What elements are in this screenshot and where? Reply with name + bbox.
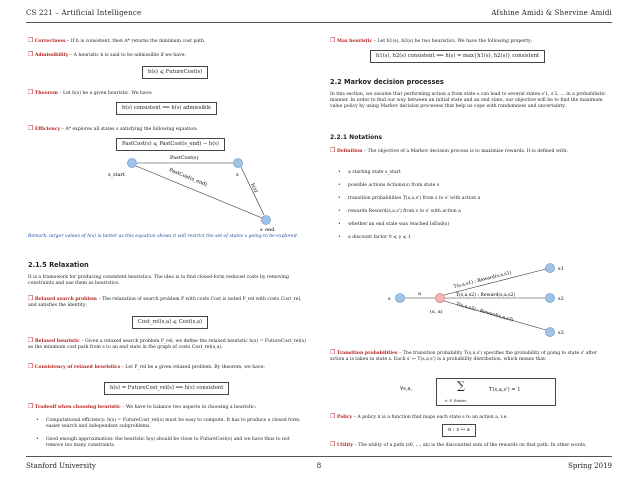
footer-term: Spring 2019 (568, 462, 612, 470)
tradeoff-text: – We have to balance two aspects in choosing a heuristic: (120, 405, 257, 410)
footer-rule (26, 456, 612, 457)
mdp-graph (380, 258, 610, 348)
header-course-title: CS 221 – Artificial Intelligence (26, 9, 142, 17)
consistency-formula: h(s) = FutureCost_rel(s) ⟹ h(s) consistent (104, 382, 229, 395)
list-item: • Computational efficiency: h(s) = FutureCost_rel(s) must be easy to compute. It has to produce a closed form, easier search and independent subproblems. (36, 418, 306, 430)
admissibility-paragraph (28, 52, 310, 59)
relaxed-heuristic-text: – Given a relaxed search problem P_rel, we define the relaxed heuristic h(s) = FutureCost_rel(s) as the minimum cost path from s to an end state in the graph of costs Cost_rel(s,a). (28, 339, 306, 351)
utility-term: Utility (336, 443, 354, 448)
edge-s1-label: T(s,a,s1) : Reward(s,a,s1) (453, 270, 513, 290)
list-item: • Good enough approximation: the heuristic h(s) should be close to FutureCost(s) and we have thus to not remove too many constraints. (36, 437, 306, 449)
definition-paragraph (330, 148, 612, 155)
theorem-paragraph (28, 90, 310, 97)
edge-s3-label: T(s,a,s3) : Reward(s,a,s3) (455, 302, 514, 324)
mdp-heading: 2.2 Markov decision processes (330, 78, 444, 86)
policy-paragraph (330, 414, 612, 421)
list-item: • possible actions Actions(s) from state s (338, 183, 608, 189)
sum-box (436, 378, 556, 406)
efficiency-paragraph (28, 126, 310, 133)
definition-term: Definition (336, 149, 363, 154)
correctness-paragraph (28, 38, 310, 45)
list-item: • whether an end state was reached IsEnd(s) (338, 222, 608, 228)
state-s3-node (546, 328, 555, 337)
relaxed-search-text: – The relaxation of search problem P with costs Cost is noted P_rel with costs Cost_rel, and satisfies the identity: (28, 297, 302, 309)
tradeoff-paragraph (28, 404, 310, 411)
notations-heading: 2.2.1 Notations (330, 134, 383, 141)
s3-label: s3 (558, 330, 564, 336)
edge-s1 (444, 269, 546, 295)
relaxed-search-paragraph (28, 296, 310, 309)
transition-term: Transition probabilities (336, 351, 398, 356)
theorem-formula: h(s) consistent ⟹ h(s) admissible (116, 102, 217, 115)
theorem-term: Theorem (34, 91, 58, 96)
definition-list (338, 170, 608, 249)
s2-label: s2 (558, 296, 564, 302)
chance-label: (s, a) (430, 309, 443, 315)
checkbox-icon: ❒ (28, 337, 34, 344)
astar-diagram (88, 154, 288, 232)
list-item: • a discount factor 0 ⩽ γ ⩽ 1 (338, 235, 608, 241)
header-authors: Afshine Amidi & Shervine Amidi (491, 9, 612, 17)
max-heuristic-formula: h1(s), h2(s) consistent ⟹ h(s) = max{h1(s), h2(s)} consistent (370, 50, 545, 63)
correctness-term: Correctness (34, 39, 66, 44)
max-heuristic-term: Max heuristic (336, 39, 373, 44)
admissibility-term: Admissibility (34, 53, 69, 58)
consistency-text: – Let P_rel be a given relaxed problem. By theorem, we have: (120, 365, 265, 370)
efficiency-formula: PastCost(s) ⩽ PastCost(s_end) − h(s) (116, 138, 225, 151)
checkbox-icon: ❒ (28, 89, 34, 96)
checkbox-icon: ❒ (330, 147, 336, 154)
start-node (128, 159, 137, 168)
pastcost-label: PastCost(s) (170, 155, 199, 161)
state-s-node (396, 294, 405, 303)
utility-text: – The utility of a path (s0, ..., sk) is the discounted sum of the rewards on that path. In other words, (353, 443, 587, 448)
checkbox-icon: ❒ (28, 125, 34, 132)
checkbox-icon: ❒ (28, 37, 34, 44)
transition-paragraph (330, 350, 612, 363)
footer-university: Stanford University (26, 462, 96, 470)
transition-text: – The transition probability T(s,a,s') specifies the probability of going to state s' after action a is taken in state s. Each s' ↦ T(s,a,s') is a probability distribution, which means that: (330, 351, 597, 363)
efficiency-term: Efficiency (34, 127, 61, 132)
checkbox-icon: ❒ (330, 441, 336, 448)
checkbox-icon: ❒ (330, 349, 336, 356)
max-heuristic-paragraph (330, 38, 612, 45)
checkbox-icon: ❒ (28, 51, 34, 58)
admissibility-text: – A heuristic h is said to be admissible if we have: (68, 53, 186, 58)
page-header (26, 9, 612, 17)
checkbox-icon: ❒ (28, 295, 34, 302)
max-heuristic-text: – Let h1(s), h2(s) be two heuristics. We have the following property: (372, 39, 533, 44)
pastcost-end-edge (136, 166, 262, 218)
end-label: s_end (260, 227, 275, 232)
s-node (234, 159, 243, 168)
end-node (262, 216, 271, 225)
efficiency-text: – A* explores all states s satisfying the following equation: (60, 127, 198, 132)
mdp-intro: In this section, we assume that performing action a from state s can lead to several states s'1, s'2, ... in a probabilistic manner. In order to find our way between an initial state and an end state, our objective will be to find the maximum value policy by using Markov decision processes that help us cope with randomness and uncertainty. (330, 92, 606, 110)
checkbox-icon: ❒ (330, 37, 336, 44)
tradeoff-term: Tradeoff when choosing heuristic (34, 405, 121, 410)
s1-label: s1 (558, 266, 564, 272)
page-number: 8 (316, 462, 322, 470)
policy-term: Policy (336, 415, 353, 420)
header-rule (26, 22, 612, 23)
action-label: a (418, 291, 421, 297)
utility-paragraph (330, 442, 612, 449)
forall-text: ∀s,a, (400, 386, 413, 392)
consistency-term: Consistency of relaxed heuristics (34, 365, 121, 370)
remark: Remark: larger values of h(s) is better as this equation shows it will restrict the set of states s going to be explored. (28, 234, 299, 239)
admissibility-formula: h(s) ⩽ FutureCost(s) (142, 66, 208, 79)
list-item: • rewards Reward(s,a,s') from s to s' with action a (338, 209, 608, 215)
pastcost-end-label: PastCost(s_end) (168, 167, 208, 189)
relaxed-search-formula: Cost_rel(s,a) ⩽ Cost(s,a) (132, 316, 208, 329)
edge-s2-label: T(s,a,s2) : Reward(s,a,s2) (456, 293, 516, 298)
correctness-text: – If h is consistent, then A* returns the minimum cost path. (65, 39, 206, 44)
h-label: h(s) (249, 182, 259, 194)
list-item: • a starting state s_start (338, 170, 608, 176)
relaxed-heuristic-paragraph (28, 338, 310, 351)
checkbox-icon: ❒ (330, 413, 336, 420)
consistency-paragraph (28, 364, 310, 371)
sum-subscript: s' ∈ States (445, 398, 467, 403)
sum-rhs: T(s,a,s') = 1 (489, 387, 521, 393)
definition-text: – The objective of a Markov decision process is to maximize rewards. It is defined with: (362, 149, 568, 154)
relaxation-heading: 2.1.5 Relaxation (28, 261, 89, 269)
s-label: s (236, 172, 239, 178)
sum-symbol: ∑ (457, 379, 465, 392)
page-footer (26, 462, 612, 470)
state-s1-node (546, 264, 555, 273)
checkbox-icon: ❒ (28, 363, 34, 370)
relaxed-heuristic-term: Relaxed heuristic (34, 339, 80, 344)
tradeoff-list (36, 418, 306, 456)
theorem-text: – Let h(s) be a given heuristic. We have: (57, 91, 153, 96)
start-label: s_start (108, 172, 126, 178)
state-s2-node (546, 294, 555, 303)
list-item: • transition probabilities T(s,a,s') from s to s' with action a (338, 196, 608, 202)
relaxation-intro: It is a framework for producing consistent heuristics. The idea is to find closed-form reduced costs by removing constraints and use them as heuristics. (28, 275, 289, 287)
checkbox-icon: ❒ (28, 403, 34, 410)
policy-text: – A policy π is a function that maps each state s to an action a, i.e. (352, 415, 508, 420)
s-label: s (388, 296, 391, 302)
chance-node (436, 294, 445, 303)
policy-formula: π : s ↦ a (442, 424, 476, 437)
relaxed-search-term: Relaxed search problem (34, 297, 97, 302)
